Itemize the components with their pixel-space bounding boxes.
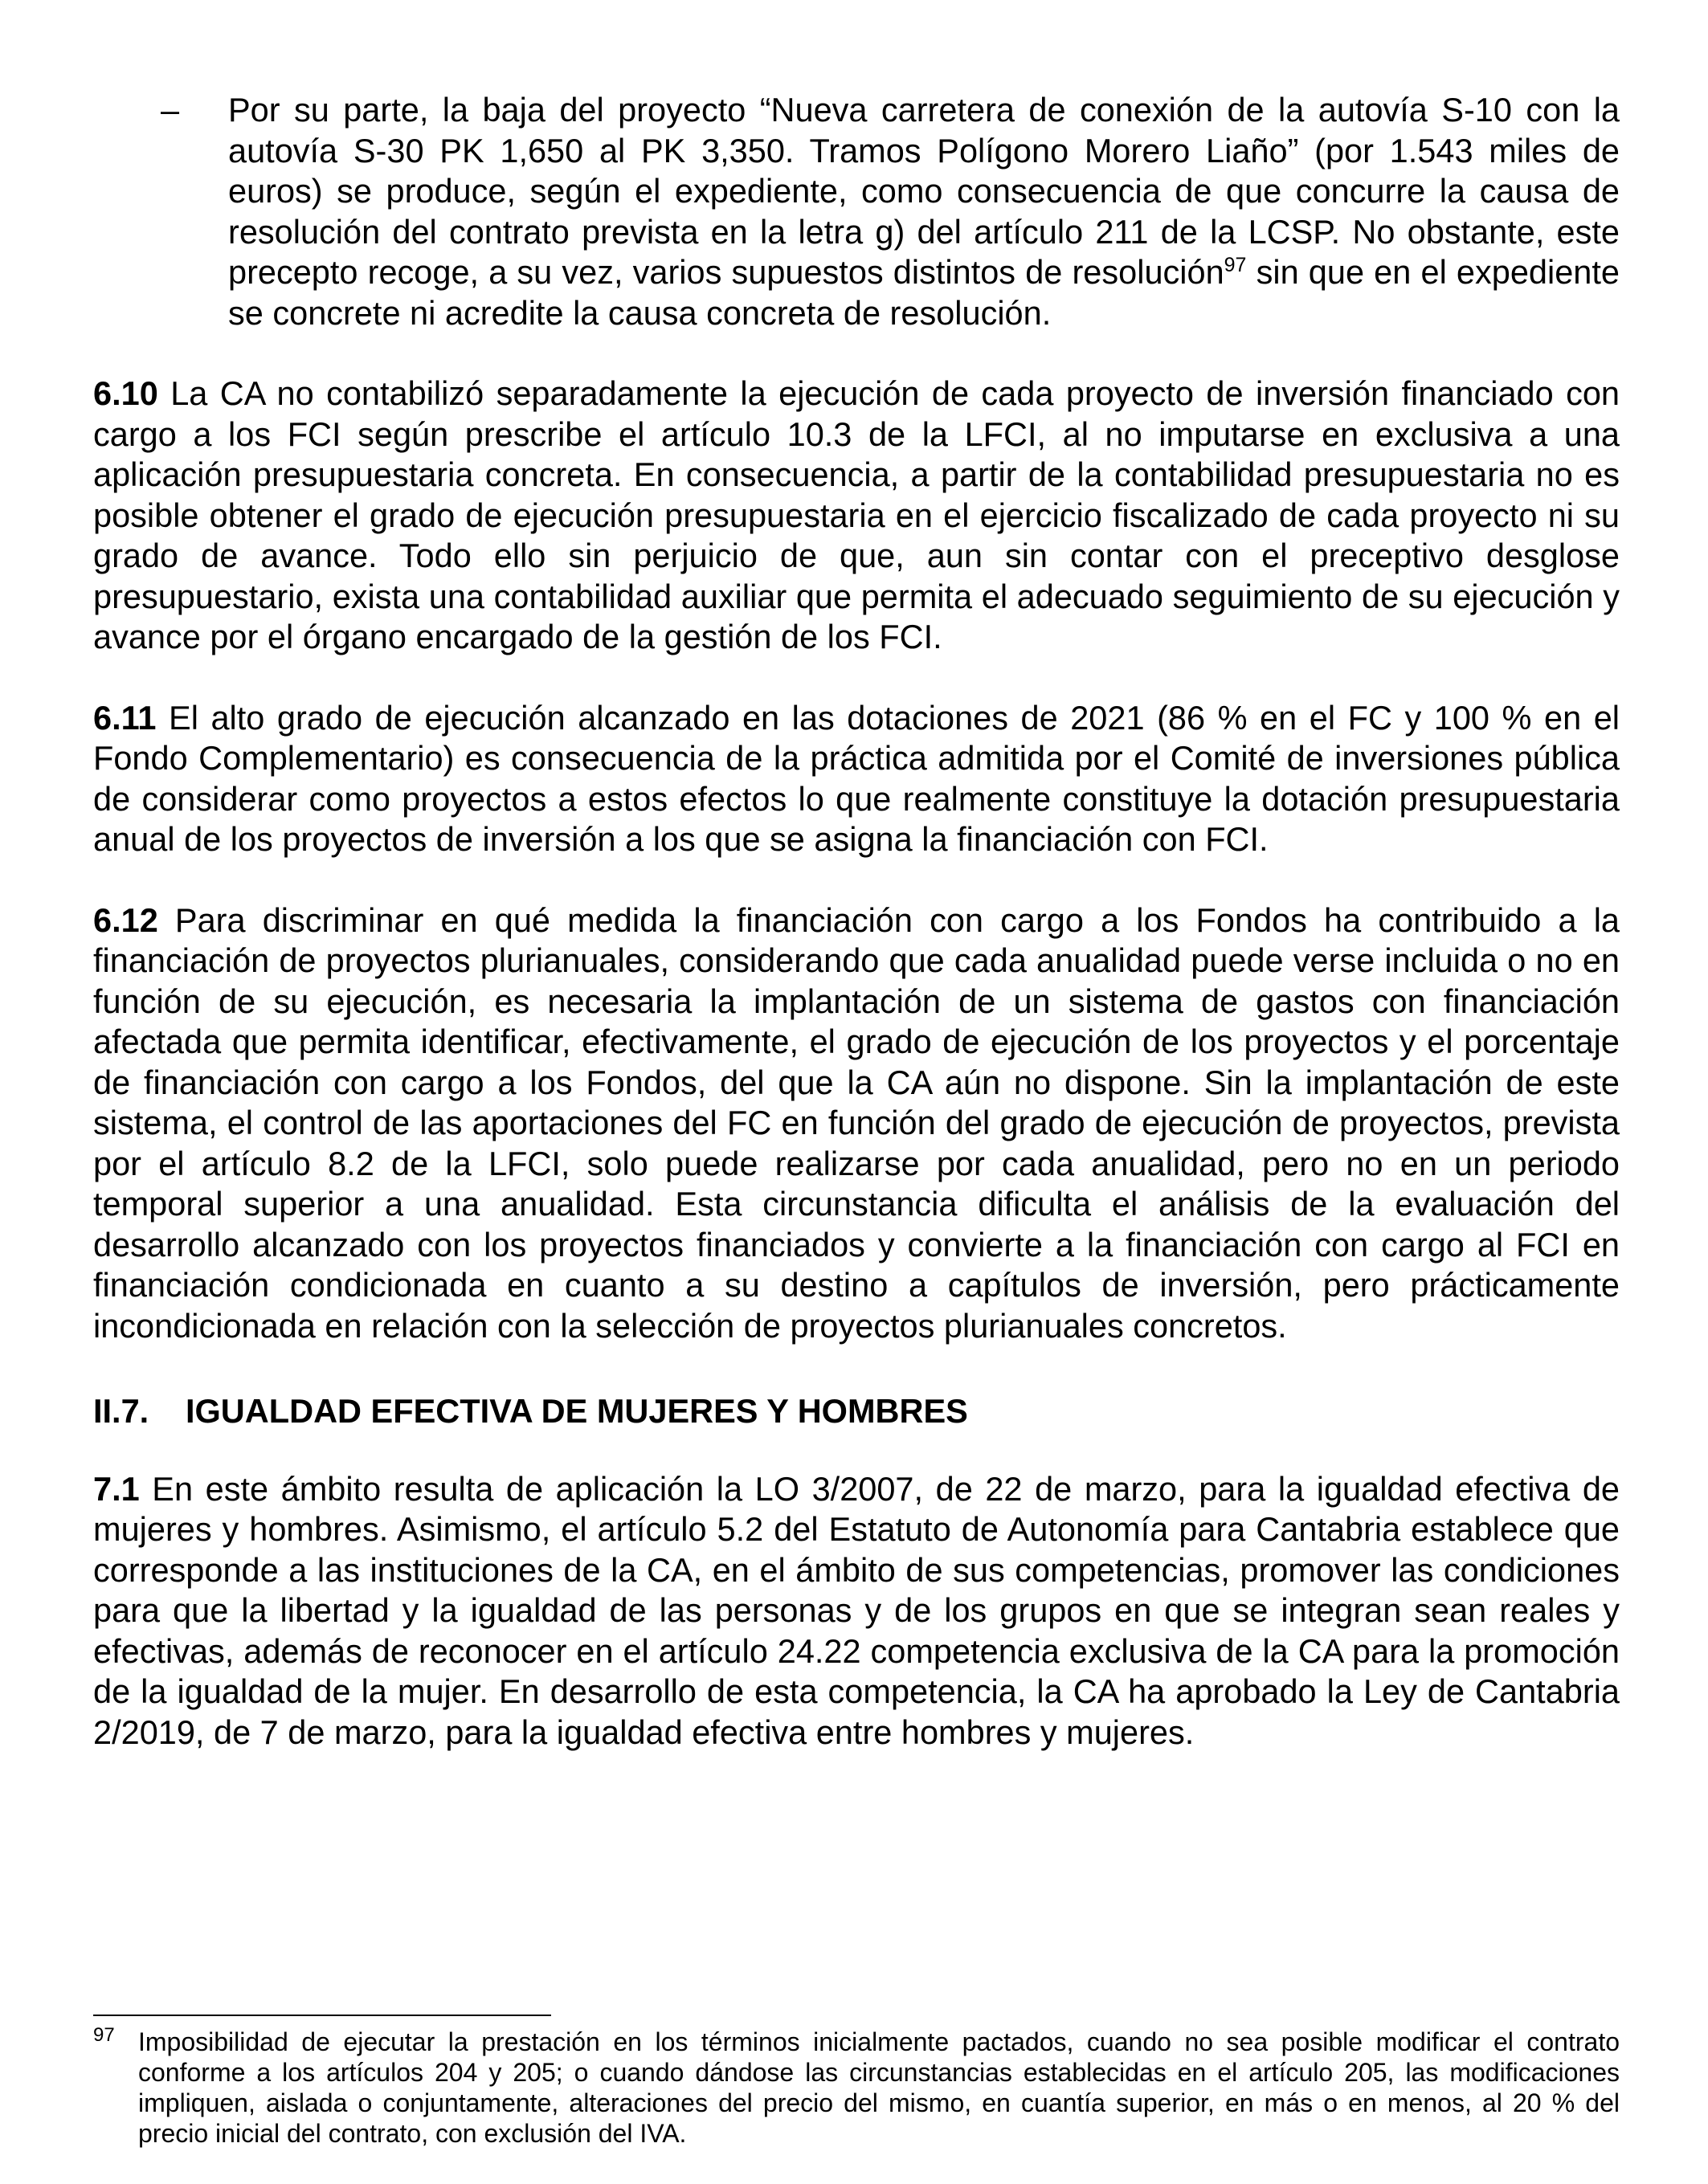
paragraph-text: En este ámbito resulta de aplicación la LO 3/2007, de 22 de marzo, para la igualdad efectiva de mujeres y hombres. Asimismo, el artículo 5.2 del Estatuto de Autonomía para Cantabria establece que corresponde a las instituciones de la CA, en el ámbito de sus competencias, promover las condiciones para que la libertad y la igualdad de las personas y de los grupos en que se integran sean reales y efectivas, además de reconocer en el artículo 24.22 competencia exclusiva de la CA para la promoción de la igualdad de la mujer. En desarrollo de esta competencia, la CA ha aprobado la Ley de Cantabria 2/2019, de 7 de marzo, para la igualdad efectiva entre hombres y mujeres. xyxy=(93,1469,1620,1751)
footnote xyxy=(93,2024,1620,2149)
footnote-mark: 97 xyxy=(93,2024,115,2046)
paragraph-number: 6.12 xyxy=(93,900,158,939)
paragraph-number: 6.11 xyxy=(93,698,157,737)
paragraph-6-12 xyxy=(93,900,1620,1347)
paragraph-text: Para discriminar en qué medida la financiación con cargo a los Fondos ha contribuido a la financiación de proyectos plurianuales, considerando que cada anualidad puede verse incluida o no en función de su ejecución, es necesaria la implantación de un sistema de gastos con financiación afectada que permita identificar, efectivamente, el grado de ejecución de los proyectos y el porcentaje de financiación con cargo a los Fondos, del que la CA aún no dispone. Sin la implantación de este sistema, el control de las aportaciones del FC en función del grado de ejecución de proyectos, prevista por el artículo 8.2 de la LFCI, solo puede realizarse por cada anualidad, pero no en un periodo temporal superior a una anualidad. Esta circunstancia dificulta el análisis de la evaluación del desarrollo alcanzado con los proyectos financiados y convierte a la financiación con cargo al FCI en financiación condicionada en cuanto a su destino a capítulos de inversión, pero prácticamente incondicionada en relación con la selección de proyectos plurianuales concretos. xyxy=(93,900,1620,1345)
bullet-text-continued: sin que en el expediente se concrete ni acredite la causa concreta de resolución. xyxy=(228,253,1620,332)
section-number: II.7. xyxy=(93,1392,149,1430)
bullet-text: Por su parte, la baja del proyecto “Nueva carretera de conexión de la autovía S-10 con la autovía S-30 PK 1,650 al PK 3,350. Tramos Polígono Morero Liaño” (por 1.543 miles de euros) se produce, según el expediente, como consecuencia de que concurre la causa de resolución del contrato prevista en la letra g) del artículo 211 de la LCSP. No obstante, este precepto recoge, a su vez, varios supuestos distintos de resolución xyxy=(228,91,1620,291)
bullet-paragraph xyxy=(93,90,1620,333)
paragraph-6-10 xyxy=(93,374,1620,658)
paragraph-number: 6.10 xyxy=(93,374,158,412)
paragraph-6-11 xyxy=(93,698,1620,860)
paragraph-7-1 xyxy=(93,1469,1620,1753)
section-title: IGUALDAD EFECTIVA DE MUJERES Y HOMBRES xyxy=(186,1392,968,1430)
section-heading xyxy=(93,1391,1620,1432)
bullet-dash: – xyxy=(161,91,180,129)
paragraph-text: La CA no contabilizó separadamente la ejecución de cada proyecto de inversión financiado con cargo a los FCI según prescribe el artículo 10.3 de la LFCI, al no imputarse en exclusiva a una aplicación presupuestaria concreta. En consecuencia, a partir de la contabilidad presupuestaria no es posible obtener el grado de ejecución presupuestaria en el ejercicio fiscalizado de cada proyecto ni su grado de avance. Todo ello sin perjuicio de que, aun sin contar con el preceptivo desglose presupuestario, exista una contabilidad auxiliar que permita el adecuado seguimiento de su ejecución y avance por el órgano encargado de la gestión de los FCI. xyxy=(93,374,1620,655)
footnote-reference[interactable]: 97 xyxy=(1224,254,1247,276)
footnote-text: Imposibilidad de ejecutar la prestación en los términos inicialmente pactados, cuando no sea posible modificar el contrato conforme a los artículos 204 y 205; o cuando dándose las circunstancias establecidas en el artículo 205, las modificaciones impliquen, aislada o conjuntamente, alteraciones del precio del mismo, en cuantía superior, en más o en menos, al 20 % del precio inicial del contrato, con exclusión del IVA. xyxy=(138,2027,1620,2148)
page-body xyxy=(93,90,1620,1753)
paragraph-text: El alto grado de ejecución alcanzado en las dotaciones de 2021 (86 % en el FC y 100 % en el Fondo Complementario) es consecuencia de la práctica admitida por el Comité de inversiones pública de considerar como proyectos a estos efectos lo que realmente constituye la dotación presupuestaria anual de los proyectos de inversión a los que se asigna la financiación con FCI. xyxy=(93,698,1620,858)
footnote-separator xyxy=(93,2015,551,2016)
paragraph-number: 7.1 xyxy=(93,1469,140,1508)
